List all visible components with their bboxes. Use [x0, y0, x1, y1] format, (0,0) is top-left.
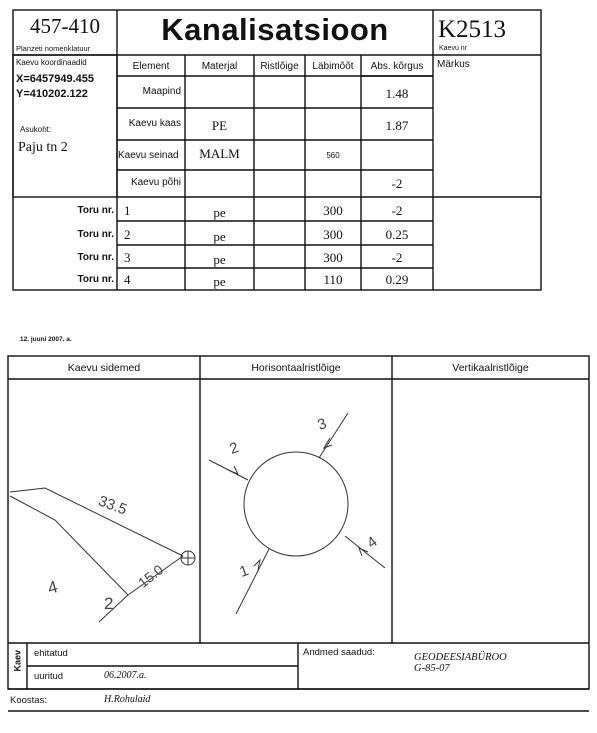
pipe-height-4: 0.29	[385, 272, 409, 287]
pipe-nr-1: 1	[124, 203, 131, 218]
compiled-value: H.Rohulaid	[104, 694, 151, 705]
tie-distance-15-0: 15.0	[134, 561, 167, 591]
tie-point-4: 4	[45, 577, 60, 598]
pipe-height-1: -2	[391, 203, 403, 218]
row-element-1: Kaevu kaas	[128, 118, 181, 129]
row-material-1: PE	[211, 118, 228, 133]
sketch-header-horizontal: Horisontaalristlõige	[251, 362, 341, 374]
pipe-material-4: pe	[213, 274, 226, 289]
pipe-height-2: 0.25	[385, 227, 409, 242]
coord-y: Y=410202.122	[16, 88, 88, 100]
pipe-label-3: Toru nr.	[77, 252, 114, 263]
surveyed-label: uuritud	[34, 671, 64, 682]
col-header-diameter: Läbimõõt	[312, 61, 354, 72]
pipe-diameter-2: 300	[323, 227, 343, 242]
pipe-diameter-4: 110	[323, 272, 343, 287]
pipe-mark-2: 2	[227, 439, 241, 458]
surveyed-value: 06.2007.a.	[104, 670, 147, 681]
date-note: 12. juuni 2007. a.	[20, 336, 72, 343]
pipe-diameter-1: 300	[323, 203, 343, 218]
page-title: Kanalisatsioon	[161, 12, 389, 47]
row-diameter-2: 560	[326, 151, 340, 160]
footer-side-label: Kaev	[12, 649, 23, 672]
plan-label: Planzeti nomenklatuur	[16, 44, 91, 53]
data-source-label: Andmed saadud:	[303, 647, 375, 658]
col-header-material: Materjal	[201, 61, 238, 72]
location-value: Paju tn 2	[18, 140, 68, 155]
well-label: Kaevu nr	[439, 45, 468, 52]
pipe-mark-3: 3	[315, 415, 329, 434]
pipe-diameter-3: 300	[323, 250, 343, 265]
row-material-2: MALM	[199, 146, 240, 161]
well-number: K2513	[438, 16, 507, 43]
coords-heading: Kaevu koordinaadid	[16, 58, 87, 67]
tie-distance-33-5: 33.5	[95, 492, 130, 519]
row-height-1: 1.87	[385, 118, 409, 133]
compiled-label: Koostas:	[10, 695, 47, 706]
pipe-height-3: -2	[391, 250, 403, 265]
sketch-header-vertical: Vertikaalristlõige	[452, 362, 529, 374]
row-element-2: Kaevu seinad	[118, 150, 179, 161]
data-source-value: GEODEESIABÜROO	[414, 652, 507, 663]
pipe-mark-1: 1	[237, 562, 251, 581]
pipe-nr-2: 2	[124, 227, 131, 242]
pipe-label-4: Toru nr.	[77, 274, 114, 285]
col-header-element: Element	[132, 61, 170, 72]
sketch-header-ties: Kaevu sidemed	[67, 362, 141, 374]
pipe-label-1: Toru nr.	[77, 205, 114, 216]
col-header-cross: Ristlõige	[260, 61, 299, 72]
location-label: Asukoht:	[20, 125, 52, 134]
row-height-0: 1.48	[385, 86, 409, 101]
pipe-nr-3: 3	[124, 250, 131, 265]
data-source-code: G-85-07	[414, 663, 450, 674]
row-height-3: -2	[391, 176, 403, 191]
tie-point-2: 2	[104, 594, 114, 613]
pipe-nr-4: 4	[124, 272, 131, 287]
row-element-0: Maapind	[142, 86, 181, 97]
built-label: ehitatud	[34, 648, 68, 659]
pipe-label-2: Toru nr.	[77, 229, 114, 240]
pipe-mark-4: 4	[363, 533, 381, 552]
pipe-material-3: pe	[213, 252, 226, 267]
col-header-height: Abs. kõrgus	[370, 61, 424, 72]
pipe-material-2: pe	[213, 229, 226, 244]
row-element-3: Kaevu põhi	[130, 177, 181, 188]
col-header-notes: Märkus	[437, 59, 470, 70]
coord-x: X=6457949.455	[16, 73, 94, 85]
plan-number: 457-410	[30, 14, 100, 38]
pipe-material-1: pe	[213, 205, 226, 220]
